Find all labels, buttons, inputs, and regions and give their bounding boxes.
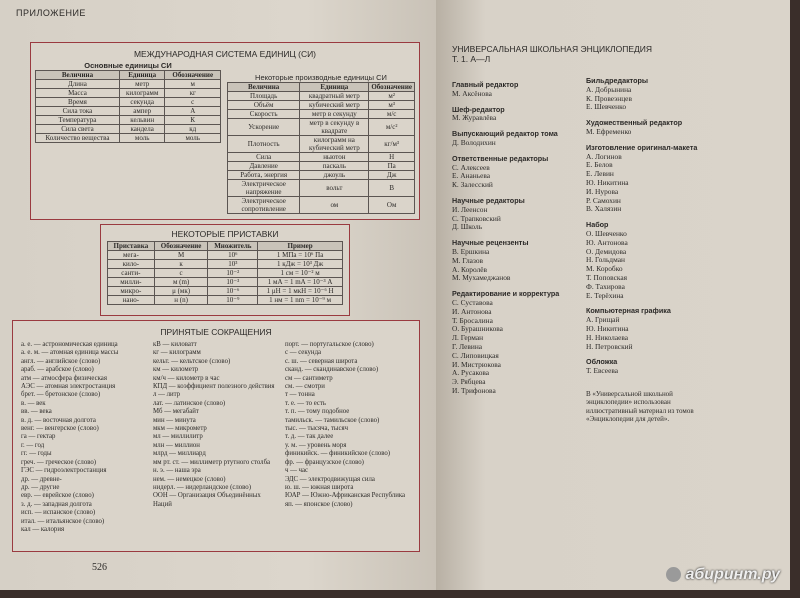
si-box: [30, 42, 420, 220]
abbreviation-item: нидерл. — нидерландское (слово): [153, 483, 251, 491]
credit-name: М. Коробко: [586, 264, 623, 274]
credit-name: М. Мухамеджанов: [452, 273, 511, 283]
credit-name: И. Леенсон: [452, 204, 488, 214]
table-header: Приставка: [108, 242, 155, 251]
abbreviation-item: а. е. м. — атомная единица массы: [21, 349, 119, 357]
abbreviation-item: др. — древне-: [21, 475, 62, 483]
credit-name: Е. Шевченко: [586, 102, 627, 112]
credit-name: Е. Левин: [586, 169, 614, 179]
credit-name: К. Провеэнцев: [586, 93, 632, 103]
table-cell: 10⁻⁶: [208, 287, 258, 296]
abbreviation-item: гг. — годы: [21, 450, 52, 458]
imprint-title-line2: Т. 1. А—Л: [452, 54, 491, 64]
table-row: [228, 119, 415, 136]
table-row: [36, 116, 221, 125]
table-row: [36, 80, 221, 89]
table-cell: Время: [36, 98, 120, 107]
credit-name: О. Шевченко: [586, 228, 627, 238]
abbreviation-item: греч. — греческое (слово): [21, 458, 97, 466]
credit-name: В. Ершкина: [452, 246, 490, 256]
running-head: ПРИЛОЖЕНИЕ: [16, 8, 86, 18]
credit-role: Шеф-редактор: [452, 104, 505, 114]
credit-name: В. Халязин: [586, 204, 622, 214]
table-cell: санти-: [108, 269, 155, 278]
credit-role: Бильдредакторы: [586, 76, 649, 85]
table-cell: кельвин: [119, 116, 165, 125]
table-cell: кг: [165, 89, 221, 98]
table-cell: Количество вещества: [36, 134, 120, 143]
credit-role: Набор: [586, 220, 609, 230]
page-number: 526: [92, 562, 107, 573]
credit-name: А. Королёв: [452, 264, 488, 274]
table-cell: Температура: [36, 116, 120, 125]
credit-name: Т. Евсеева: [586, 366, 619, 376]
credit-role: Изготовление оригинал-макета: [586, 142, 698, 152]
abbreviation-item: а. е. — астрономическая единица: [21, 341, 118, 348]
table-header: Величина: [228, 83, 300, 92]
credit-name: М. Аксёнова: [452, 88, 492, 98]
credit-role: Редактирование и корректура: [452, 289, 560, 299]
table-cell: м²: [369, 92, 415, 101]
abbreviation-item: финикийск. — финикийское (слово): [285, 450, 391, 458]
table-cell: 1 нм = 1 nm = 10⁻⁹ м: [258, 296, 343, 305]
table-cell: μ (мк): [154, 287, 208, 296]
abbreviation-item: с. ш. — северная широта: [285, 357, 358, 365]
abbreviation-item: т. д. — так далее: [285, 433, 334, 441]
table-cell: Сила тока: [36, 107, 120, 116]
table-cell: Давление: [228, 162, 300, 171]
abbreviations-title: ПРИНЯТЫЕ СОКРАЩЕНИЯ: [160, 327, 272, 337]
table-header: Единица: [119, 71, 165, 80]
table-cell: Плотность: [228, 136, 300, 153]
credit-name: Н. Петровский: [586, 341, 633, 351]
table-cell: кубический метр: [300, 101, 369, 110]
credit-name: Ю. Никитина: [586, 177, 629, 187]
credit-role: Главный редактор: [452, 80, 519, 89]
table-row: [228, 101, 415, 110]
abbreviation-item: см. — смотри: [285, 383, 325, 391]
credit-name: А. Логинов: [586, 151, 622, 161]
table-cell: М: [154, 251, 208, 260]
table-cell: ом: [300, 197, 369, 214]
table-header: Единица: [300, 83, 369, 92]
table-cell: кг/м³: [369, 136, 415, 153]
credit-name: С. Суставова: [452, 297, 493, 307]
table-cell: ампер: [119, 107, 165, 116]
table-cell: кандела: [119, 125, 165, 134]
table-cell: метр в секунду в квадрате: [300, 119, 369, 136]
table-row: [108, 287, 343, 296]
table-header: Обозначение: [369, 83, 415, 92]
base-units-title: Основные единицы СИ: [84, 61, 172, 70]
abbreviations-col-2: [153, 341, 279, 534]
credit-name: Н. Николаева: [586, 332, 629, 342]
credit-name: Л. Герман: [452, 333, 484, 343]
table-cell: м³: [369, 101, 415, 110]
credit-role: Ответственные редакторы: [452, 153, 549, 163]
abbreviation-item: ю. ш. — южная широта: [285, 483, 354, 491]
credit-name: Э. Рябцева: [452, 377, 486, 387]
table-cell: В: [369, 180, 415, 197]
table-row: [36, 134, 221, 143]
table-cell: н (n): [154, 296, 208, 305]
credit-name: А. Добрынина: [586, 84, 632, 94]
table-header: Обозначение: [154, 242, 208, 251]
derived-units-table: [227, 82, 415, 214]
table-cell: 1 μН = 1 мкН = 10⁻⁶ Н: [258, 287, 343, 296]
credit-name: М. Глазов: [452, 255, 484, 265]
abbreviations-columns: [13, 341, 419, 534]
credit-name: С. Алексеев: [452, 162, 490, 172]
table-row: [108, 251, 343, 260]
table-row: [228, 162, 415, 171]
credit-role: Выпускающий редактор тома: [452, 129, 558, 139]
table-cell: А: [165, 107, 221, 116]
base-units-table: [35, 70, 221, 143]
table-cell: Ускорение: [228, 119, 300, 136]
abbreviation-item: тыс. — тысяча, тысяч: [285, 425, 349, 433]
prefixes-table: [107, 241, 343, 305]
imprint-title-line1: УНИВЕРСАЛЬНАЯ ШКОЛЬНАЯ ЭНЦИКЛОПЕДИЯ: [452, 44, 653, 54]
abbreviation-item: л — литр: [153, 391, 181, 399]
table-row: [228, 110, 415, 119]
table-cell: Работа, энергия: [228, 171, 300, 180]
abbreviation-item: Мб — мегабайт: [153, 408, 199, 416]
table-cell: Ом: [369, 197, 415, 214]
imprint-title: [452, 44, 652, 64]
table-header: Обозначение: [165, 71, 221, 80]
credit-name: Е. Белов: [586, 160, 613, 170]
credit-name: Д. Школь: [452, 222, 483, 232]
credit-name: М. Журавлёва: [452, 113, 497, 123]
table-cell: Н: [369, 153, 415, 162]
imprint-col-1: [452, 74, 580, 396]
credit-role: Научные редакторы: [452, 195, 525, 205]
abbreviation-item: яп. — японское (слово): [285, 500, 353, 508]
abbreviation-item: др. — другие: [21, 483, 60, 491]
abbreviation-item: мкм — микрометр: [153, 425, 207, 433]
abbreviation-item: ООН — Организация Объединённых Наций: [153, 492, 261, 508]
imprint-note: В «Универсальной школьной энциклопедии» использован иллюстративный материал из томов «Энциклопедии для детей».: [586, 389, 694, 424]
credit-name: М. Ефременко: [586, 126, 632, 136]
imprint-col-2: [586, 70, 714, 424]
abbreviation-item: т. е. — то есть: [285, 399, 327, 407]
abbreviation-item: фр. — французское (слово): [285, 458, 364, 466]
abbreviation-item: н. э. — наша эра: [153, 467, 201, 475]
table-cell: ньютон: [300, 153, 369, 162]
table-row: [36, 98, 221, 107]
abbreviation-item: в. — век: [21, 399, 46, 407]
abbreviation-item: мм рт. ст. — миллиметр ртутного столба: [153, 458, 271, 466]
table-row: [228, 180, 415, 197]
abbreviation-item: англ. — английское (слово): [21, 357, 101, 365]
table-row: [228, 197, 415, 214]
abbreviation-item: вв. — века: [21, 408, 52, 416]
table-row: [36, 107, 221, 116]
credit-name: Ю. Антонова: [586, 237, 628, 247]
abbreviation-item: кал — калория: [21, 525, 65, 533]
credit-name: И. Мистрюкова: [452, 359, 501, 369]
abbreviation-item: ЮАР — Южно-Африканская Республика: [285, 492, 406, 500]
credit-name: А. Русакова: [452, 368, 490, 378]
table-cell: Па: [369, 162, 415, 171]
abbreviation-item: исп. — испанское (слово): [21, 509, 96, 517]
credit-role: Обложка: [586, 357, 618, 367]
table-cell: 1 мА = 1 mA = 10⁻³ А: [258, 278, 343, 287]
abbreviation-item: км/ч — километр в час: [153, 374, 220, 382]
credit-name: Т. Поповская: [586, 272, 628, 282]
table-cell: джоуль: [300, 171, 369, 180]
abbreviation-item: порт. — португальское (слово): [285, 341, 374, 348]
table-cell: Масса: [36, 89, 120, 98]
credit-name: Ю. Никитина: [586, 323, 629, 333]
abbreviations-col-1: [21, 341, 147, 534]
abbreviation-item: кг — килограмм: [153, 349, 201, 357]
abbreviation-item: брет. — бретонское (слово): [21, 391, 101, 399]
table-row: [36, 125, 221, 134]
abbreviation-item: кельт. — кельтское (слово): [153, 357, 231, 365]
watermark-text: абиринт.ру: [685, 566, 780, 583]
credit-name: И. Антонова: [452, 306, 492, 316]
abbreviation-item: ЭДС — электродвижущая сила: [285, 475, 375, 483]
prefixes-box: [100, 224, 350, 316]
table-row: [228, 136, 415, 153]
credit-name: Е. Ананьева: [452, 171, 491, 181]
abbreviation-item: АЭС — атомная электростанция: [21, 383, 116, 391]
table-header: Множитель: [208, 242, 258, 251]
credit-name: Г. Левина: [452, 341, 483, 351]
abbreviations-col-3: [285, 341, 411, 534]
watermark: [666, 566, 780, 584]
credit-name: С. Трапковский: [452, 213, 501, 223]
table-cell: 10⁻³: [208, 278, 258, 287]
credit-name: Д. Володихин: [452, 137, 496, 147]
abbreviation-item: сканд. — скандинавское (слово): [285, 366, 379, 374]
table-cell: моль: [119, 134, 165, 143]
table-cell: м: [165, 80, 221, 89]
table-cell: метр: [119, 80, 165, 89]
credit-role: Художественный редактор: [586, 118, 683, 128]
credit-name: И. Нурова: [586, 186, 619, 196]
table-row: [108, 269, 343, 278]
credit-name: С. Липовицкая: [452, 350, 499, 360]
table-row: [108, 296, 343, 305]
table-row: [108, 278, 343, 287]
credit-name: Р. Самохин: [586, 195, 621, 205]
abbreviation-item: лат. — латинское (слово): [153, 399, 226, 407]
abbreviation-item: араб. — арабское (слово): [21, 366, 94, 374]
credit-role: Компьютерная графика: [586, 306, 671, 316]
abbreviation-item: г. — год: [21, 441, 45, 449]
credit-name: О. Демидова: [586, 246, 627, 256]
table-cell: к: [154, 260, 208, 269]
credit-name: И. Трифонова: [452, 385, 496, 395]
table-cell: 10⁻⁹: [208, 296, 258, 305]
abbreviation-item: тамильск. — тамильское (слово): [285, 416, 380, 424]
table-cell: Сила света: [36, 125, 120, 134]
table-row: [36, 89, 221, 98]
table-cell: 1 кДж = 10³ Дж: [258, 260, 343, 269]
abbreviation-item: см — сантиметр: [285, 374, 333, 382]
table-cell: Скорость: [228, 110, 300, 119]
table-row: [108, 260, 343, 269]
abbreviation-item: евр. — еврейское (слово): [21, 492, 94, 500]
table-cell: Дж: [369, 171, 415, 180]
abbreviation-item: з. д. — западная долгота: [21, 500, 92, 508]
credit-name: Н. Гольдман: [586, 255, 625, 265]
credit-name: Е. Терёхина: [586, 290, 624, 300]
table-cell: 10⁻²: [208, 269, 258, 278]
abbreviation-item: кВ — киловатт: [153, 341, 197, 348]
abbreviation-item: итал. — итальянское (слово): [21, 517, 105, 525]
si-title: МЕЖДУНАРОДНАЯ СИСТЕМА ЕДИНИЦ (СИ): [133, 49, 317, 59]
table-cell: с: [165, 98, 221, 107]
abbreviation-item: т — тонна: [285, 391, 315, 399]
abbreviation-item: с — секунда: [285, 349, 322, 357]
table-header: Пример: [258, 242, 343, 251]
abbreviation-item: млн — миллион: [153, 441, 200, 449]
table-cell: Объём: [228, 101, 300, 110]
table-cell: нано-: [108, 296, 155, 305]
abbreviation-item: нем. — немецкое (слово): [153, 475, 226, 483]
table-cell: Сила: [228, 153, 300, 162]
table-cell: кило-: [108, 260, 155, 269]
table-cell: килограмм на кубический метр: [300, 136, 369, 153]
table-row: [228, 92, 415, 101]
table-cell: с: [154, 269, 208, 278]
derived-units-title: Некоторые производные единицы СИ: [255, 73, 387, 82]
table-cell: мега-: [108, 251, 155, 260]
abbreviation-item: атм — атмосфера физическая: [21, 374, 107, 382]
table-cell: паскаль: [300, 162, 369, 171]
table-cell: м (m): [154, 278, 208, 287]
table-row: [228, 153, 415, 162]
right-page: [436, 0, 790, 590]
table-cell: 1 МПа = 10⁶ Па: [258, 251, 343, 260]
table-cell: К: [165, 116, 221, 125]
table-cell: 10⁶: [208, 251, 258, 260]
abbreviation-item: мин — минута: [153, 416, 196, 424]
table-cell: милли-: [108, 278, 155, 287]
abbreviation-item: в. д. — восточная долгота: [21, 416, 96, 424]
table-cell: вольт: [300, 180, 369, 197]
table-row: [228, 171, 415, 180]
base-units: [35, 61, 221, 143]
table-cell: моль: [165, 134, 221, 143]
abbreviation-item: мл — миллилитр: [153, 433, 203, 441]
table-cell: квадратный метр: [300, 92, 369, 101]
table-cell: Электрическое напряжение: [228, 180, 300, 197]
credit-name: А. Грищай: [586, 315, 620, 325]
derived-units: [227, 73, 415, 214]
table-cell: м/с²: [369, 119, 415, 136]
table-cell: 10³: [208, 260, 258, 269]
abbreviation-item: млрд — миллиард: [153, 450, 206, 458]
table-cell: килограмм: [119, 89, 165, 98]
abbreviation-item: КПД — коэффициент полезного действия: [153, 383, 275, 391]
credit-role: Научные рецензенты: [452, 238, 529, 248]
table-cell: м/с: [369, 110, 415, 119]
table-cell: 1 см = 10⁻² м: [258, 269, 343, 278]
abbreviation-item: ч — час: [285, 467, 309, 475]
credit-name: Т. Бросалина: [452, 315, 493, 325]
table-cell: Длина: [36, 80, 120, 89]
credit-name: О. Бурашникова: [452, 324, 503, 334]
table-cell: секунда: [119, 98, 165, 107]
table-cell: Площадь: [228, 92, 300, 101]
credit-name: Ф. Тахирова: [586, 281, 625, 291]
abbreviation-item: венг. — венгерское (слово): [21, 425, 99, 433]
abbreviation-item: км — километр: [153, 366, 199, 374]
abbreviation-item: га — гектар: [21, 433, 56, 441]
table-header: Величина: [36, 71, 120, 80]
credit-name: К. Залесский: [452, 180, 493, 190]
abbreviations-box: [12, 320, 420, 552]
table-cell: метр в секунду: [300, 110, 369, 119]
abbreviation-item: у. м. — уровень моря: [285, 441, 347, 449]
labirint-logo-icon: [666, 567, 681, 582]
table-cell: Электрическое сопротивление: [228, 197, 300, 214]
abbreviation-item: ГЭС — гидроэлектростанция: [21, 467, 107, 475]
abbreviation-item: т. п. — тому подобное: [285, 408, 350, 416]
table-cell: микро-: [108, 287, 155, 296]
prefixes-title: НЕКОТОРЫЕ ПРИСТАВКИ: [171, 229, 279, 239]
table-cell: кд: [165, 125, 221, 134]
